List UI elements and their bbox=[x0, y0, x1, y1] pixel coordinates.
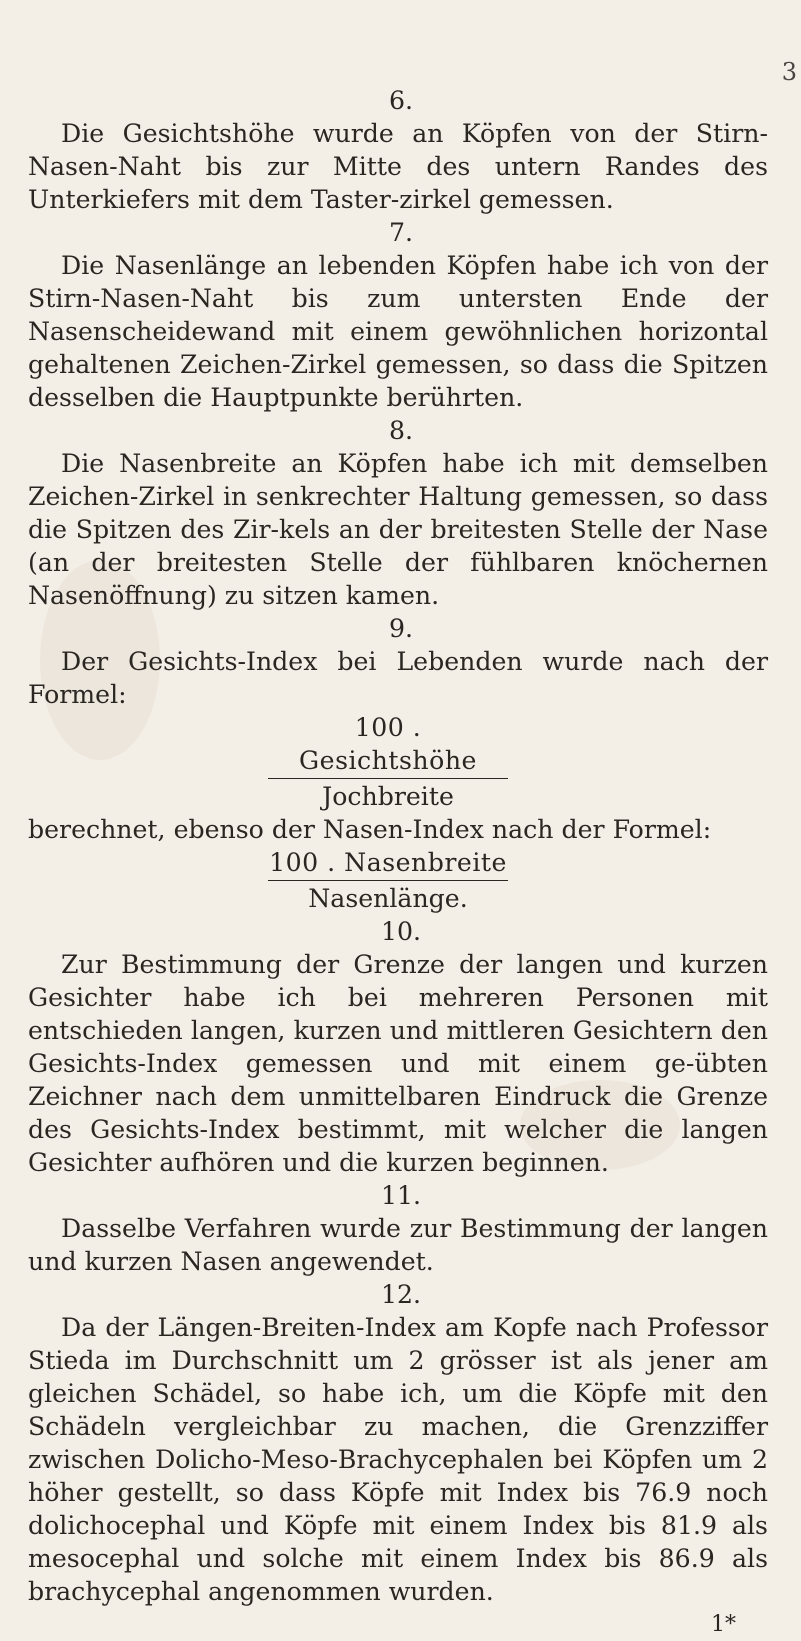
section-heading: 6. bbox=[388, 86, 414, 115]
section-heading: 10. bbox=[380, 917, 422, 946]
paragraph bbox=[28, 948, 768, 1179]
face-index-formula bbox=[268, 711, 508, 813]
section-heading: 9. bbox=[388, 614, 414, 643]
document-body bbox=[28, 84, 768, 1641]
paragraph-text: Die Gesichtshöhe wurde an Köpfen von der Stirn-Nasen-Naht bis zur Mitte des untern Randes des Unterkiefers mit dem Taster-zirkel gemessen. bbox=[28, 119, 768, 214]
formula-denominator: Nasenlänge. bbox=[308, 884, 468, 913]
section-heading: 7. bbox=[388, 218, 414, 247]
paragraph-text: Die Nasenlänge an lebenden Köpfen habe ich von der Stirn-Nasen-Naht bis zum untersten Ende der Nasenscheidewand mit einem gewöhnlichen horizontal gehaltenen Zeichen-Zirkel gemessen, so dass die Spitzen desselben die Hauptpunkte berührten. bbox=[28, 251, 768, 412]
paragraph-text: Der Gesichts-Index bei Lebenden wurde nach der Formel: bbox=[28, 647, 768, 709]
paragraph-text: Zur Bestimmung der Grenze der langen und kurzen Gesichter habe ich bei mehreren Personen mit entschieden langen, kurzen und mittleren Gesichtern den Gesichts-Index gemessen und mit einem ge-übten Zeichner nach dem unmittelbaren Eindruck die Grenze des Gesichts-Index bestimmt, mit welcher die langen Gesichter aufhören und die kurzen beginnen. bbox=[28, 950, 768, 1177]
paragraph bbox=[28, 1311, 768, 1608]
paragraph-text: berechnet, ebenso der Nasen-Index nach der Formel: bbox=[28, 815, 712, 844]
formula-denominator: Jochbreite bbox=[322, 782, 454, 811]
paragraph bbox=[28, 117, 768, 216]
section-heading: 8. bbox=[388, 416, 414, 445]
formula-numerator: 100 . Nasenbreite bbox=[268, 846, 508, 881]
formula-numerator: 100 . Gesichtshöhe bbox=[268, 711, 508, 779]
section-heading: 12. bbox=[380, 1280, 422, 1309]
paragraph bbox=[28, 645, 768, 711]
paragraph-text: Die Nasenbreite an Köpfen habe ich mit demselben Zeichen-Zirkel in senkrechter Haltung gemessen, so dass die Spitzen des Zir-kels an der breitesten Stelle der Nase (an der breitesten Stelle der fühlbaren knöchernen Nasenöffnung) zu sitzen kamen. bbox=[28, 449, 768, 610]
paragraph bbox=[28, 813, 768, 846]
paragraph-text: Da der Längen-Breiten-Index am Kopfe nach Professor Stieda im Durchschnitt um 2 grösser ist als jener am gleichen Schädel, so habe ich, um die Köpfe mit den Schädeln vergleichbar zu machen, die Grenzziffer zwischen Dolicho-Meso-Brachycephalen bei Köpfen um 2 höher gestellt, so dass Köpfe mit Index bis 76.9 noch dolichocephal und Köpfe mit einem Index bis 81.9 als mesocephal und solche mit einem Index bis 86.9 als brachycephal angenommen wurden. bbox=[28, 1313, 768, 1606]
paragraph bbox=[28, 249, 768, 414]
signature-mark: 1* bbox=[711, 1612, 736, 1637]
nose-index-formula bbox=[268, 846, 508, 915]
paragraph-text: Dasselbe Verfahren wurde zur Bestimmung der langen und kurzen Nasen angewendet. bbox=[28, 1214, 768, 1276]
page-number: 3 bbox=[781, 58, 797, 86]
paragraph bbox=[28, 1212, 768, 1278]
paragraph bbox=[28, 447, 768, 612]
section-heading: 11. bbox=[380, 1181, 422, 1210]
